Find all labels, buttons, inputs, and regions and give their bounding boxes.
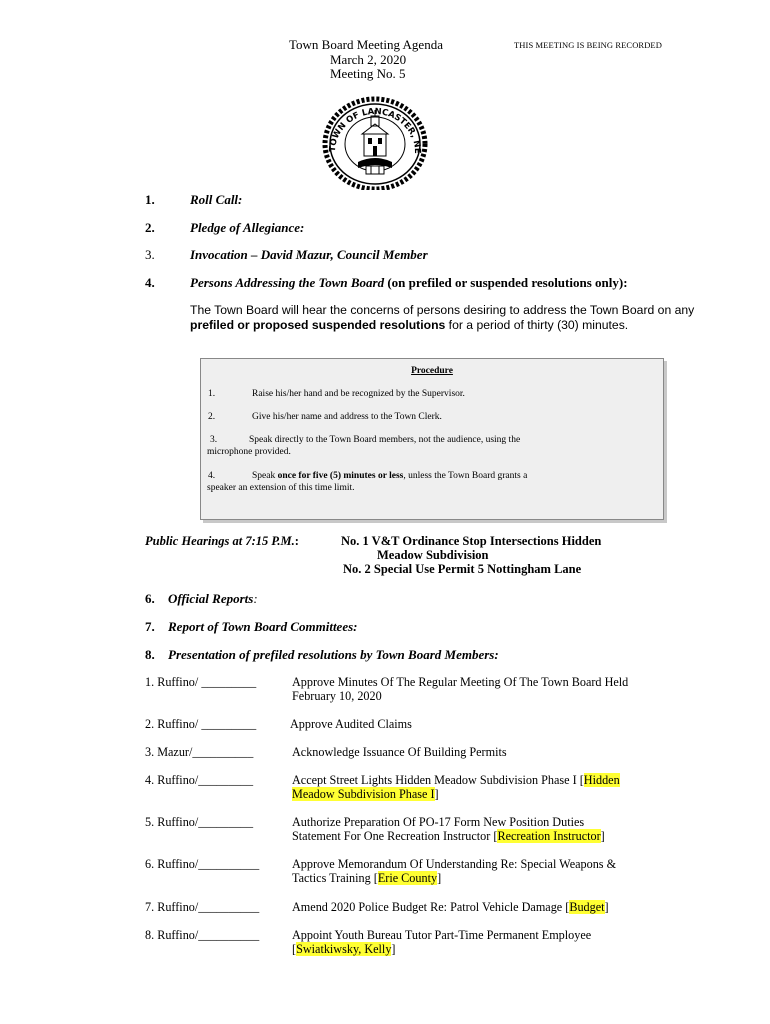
step-text: Speak	[252, 471, 278, 481]
persons-addressing-title: Persons Addressing the Town Board	[190, 275, 385, 290]
resolution-text-continued: Meadow Subdivision Phase I]	[292, 787, 439, 801]
meeting-number: Meeting No. 5	[330, 66, 406, 81]
town-seal-icon	[316, 96, 434, 190]
section-number: 7.	[145, 619, 155, 634]
agenda-item-pledge: Pledge of Allegiance:	[190, 220, 305, 235]
resolution-sponsor: 1. Ruffino/ _________	[145, 675, 257, 689]
highlight: Erie County	[377, 871, 438, 885]
resolution-sponsor: 2. Ruffino/ _________	[145, 717, 257, 731]
resolution-text: Acknowledge Issuance Of Building Permits	[292, 745, 507, 759]
procedure-step-continued: microphone provided.	[207, 447, 291, 457]
resolution-text: Authorize Preparation Of PO-17 Form New Position Duties	[292, 815, 585, 829]
step-bold-text: once for five (5) minutes or less	[277, 471, 404, 481]
highlight: Recreation Instructor	[497, 829, 601, 843]
agenda-item-invocation: Invocation – David Mazur, Council Member	[190, 247, 428, 262]
procedure-step-number: 1.	[208, 389, 216, 399]
paragraph-text: The Town Board will hear the concerns of persons desiring to address the Town Board on any	[190, 303, 695, 317]
resolution-text: Approve Audited Claims	[290, 717, 412, 731]
resolution-sponsor: 7. Ruffino/__________	[145, 900, 260, 914]
step-text: , unless the Town Board grants a	[403, 471, 528, 481]
resolution-sponsor: 3. Mazur/__________	[145, 745, 254, 759]
recorded-notice: THIS MEETING IS BEING RECORDED	[514, 40, 662, 50]
public-hearing-1-continued: Meadow Subdivision	[377, 548, 489, 562]
agenda-item-roll-call: Roll Call:	[190, 192, 243, 207]
resolution-sponsor: 6. Ruffino/__________	[145, 857, 260, 871]
agenda-title: Town Board Meeting Agenda	[289, 37, 443, 52]
resolution-sponsor: 4. Ruffino/_________	[145, 773, 254, 787]
meeting-date: March 2, 2020	[330, 52, 407, 67]
public-hearing-1: No. 1 V&T Ordinance Stop Intersections Hidden	[341, 534, 602, 548]
section-official-reports	[168, 591, 258, 607]
procedure-step: Raise his/her hand and be recognized by the Supervisor.	[252, 389, 465, 399]
agenda-item-number: 2.	[145, 220, 155, 235]
agenda-item-number: 3.	[145, 247, 155, 262]
public-hearings-colon: :	[294, 534, 299, 548]
resolution-text: Approve Memorandum Of Understanding Re: Special Weapons &	[292, 857, 617, 871]
procedure-step: Give his/her name and address to the Town Clerk.	[252, 412, 442, 422]
procedure-step-continued: speaker an extension of this time limit.	[207, 483, 355, 493]
resolution-sponsor: 8. Ruffino/__________	[145, 928, 260, 942]
section-number: 6.	[145, 591, 155, 606]
section-title: Official Reports	[168, 591, 254, 606]
resolution-text: Amend 2020 Police Budget Re: Patrol Vehicle Damage [Budget]	[292, 900, 609, 914]
highlight: Meadow Subdivision Phase I	[292, 787, 435, 801]
agenda-item-number: 4.	[145, 275, 155, 290]
procedure-step: Speak directly to the Town Board members, not the audience, using the	[249, 435, 521, 445]
procedure-step-number: 3.	[210, 435, 218, 445]
public-hearing-2: No. 2 Special Use Permit 5 Nottingham Lane	[343, 562, 582, 576]
paragraph-text: for a period of thirty (30) minutes.	[445, 317, 629, 332]
highlight: Budget	[569, 900, 605, 914]
resolution-sponsor: 5. Ruffino/_________	[145, 815, 254, 829]
resolution-text: Approve Minutes Of The Regular Meeting Of The Town Board Held	[292, 675, 629, 689]
public-hearings-time: Public Hearings at 7:15 P.M.	[145, 534, 295, 548]
paragraph-bold-text: prefiled or proposed suspended resolutions	[190, 317, 446, 332]
resolution-text-continued: [Swiatkiwsky, Kelly]	[292, 942, 396, 956]
highlight: Swiatkiwsky, Kelly	[296, 942, 392, 956]
section-suffix: :	[253, 591, 258, 606]
resolution-text-continued: Statement For One Recreation Instructor [Recreation Instructor]	[292, 829, 605, 843]
procedure-step-number: 4.	[208, 471, 216, 481]
resolution-text-continued: February 10, 2020	[292, 689, 382, 703]
section-committees: Report of Town Board Committees:	[168, 619, 358, 634]
agenda-item-persons-addressing	[190, 275, 628, 291]
resolution-text: Accept Street Lights Hidden Meadow Subdivision Phase I [Hidden	[292, 773, 620, 787]
section-number: 8.	[145, 647, 155, 662]
procedure-box	[200, 358, 664, 520]
highlight: Hidden	[583, 773, 620, 787]
resolution-text: Appoint Youth Bureau Tutor Part-Time Permanent Employee	[292, 928, 592, 942]
procedure-title: Procedure	[411, 366, 453, 376]
public-hearings-label	[145, 534, 299, 549]
resolution-text-continued: Tactics Training [Erie County]	[292, 871, 442, 885]
svg-text:TOWN OF LANCASTER, NEW YORK 18: TOWN OF LANCASTER, NE	[327, 106, 423, 154]
agenda-item-number: 1.	[145, 192, 155, 207]
procedure-step	[252, 470, 527, 482]
persons-addressing-suffix: (on prefiled or suspended resolutions only):	[384, 275, 628, 290]
procedure-step-number: 2.	[208, 412, 216, 422]
section-prefiled-resolutions: Presentation of prefiled resolutions by Town Board Members:	[168, 647, 499, 662]
persons-paragraph	[190, 303, 730, 332]
